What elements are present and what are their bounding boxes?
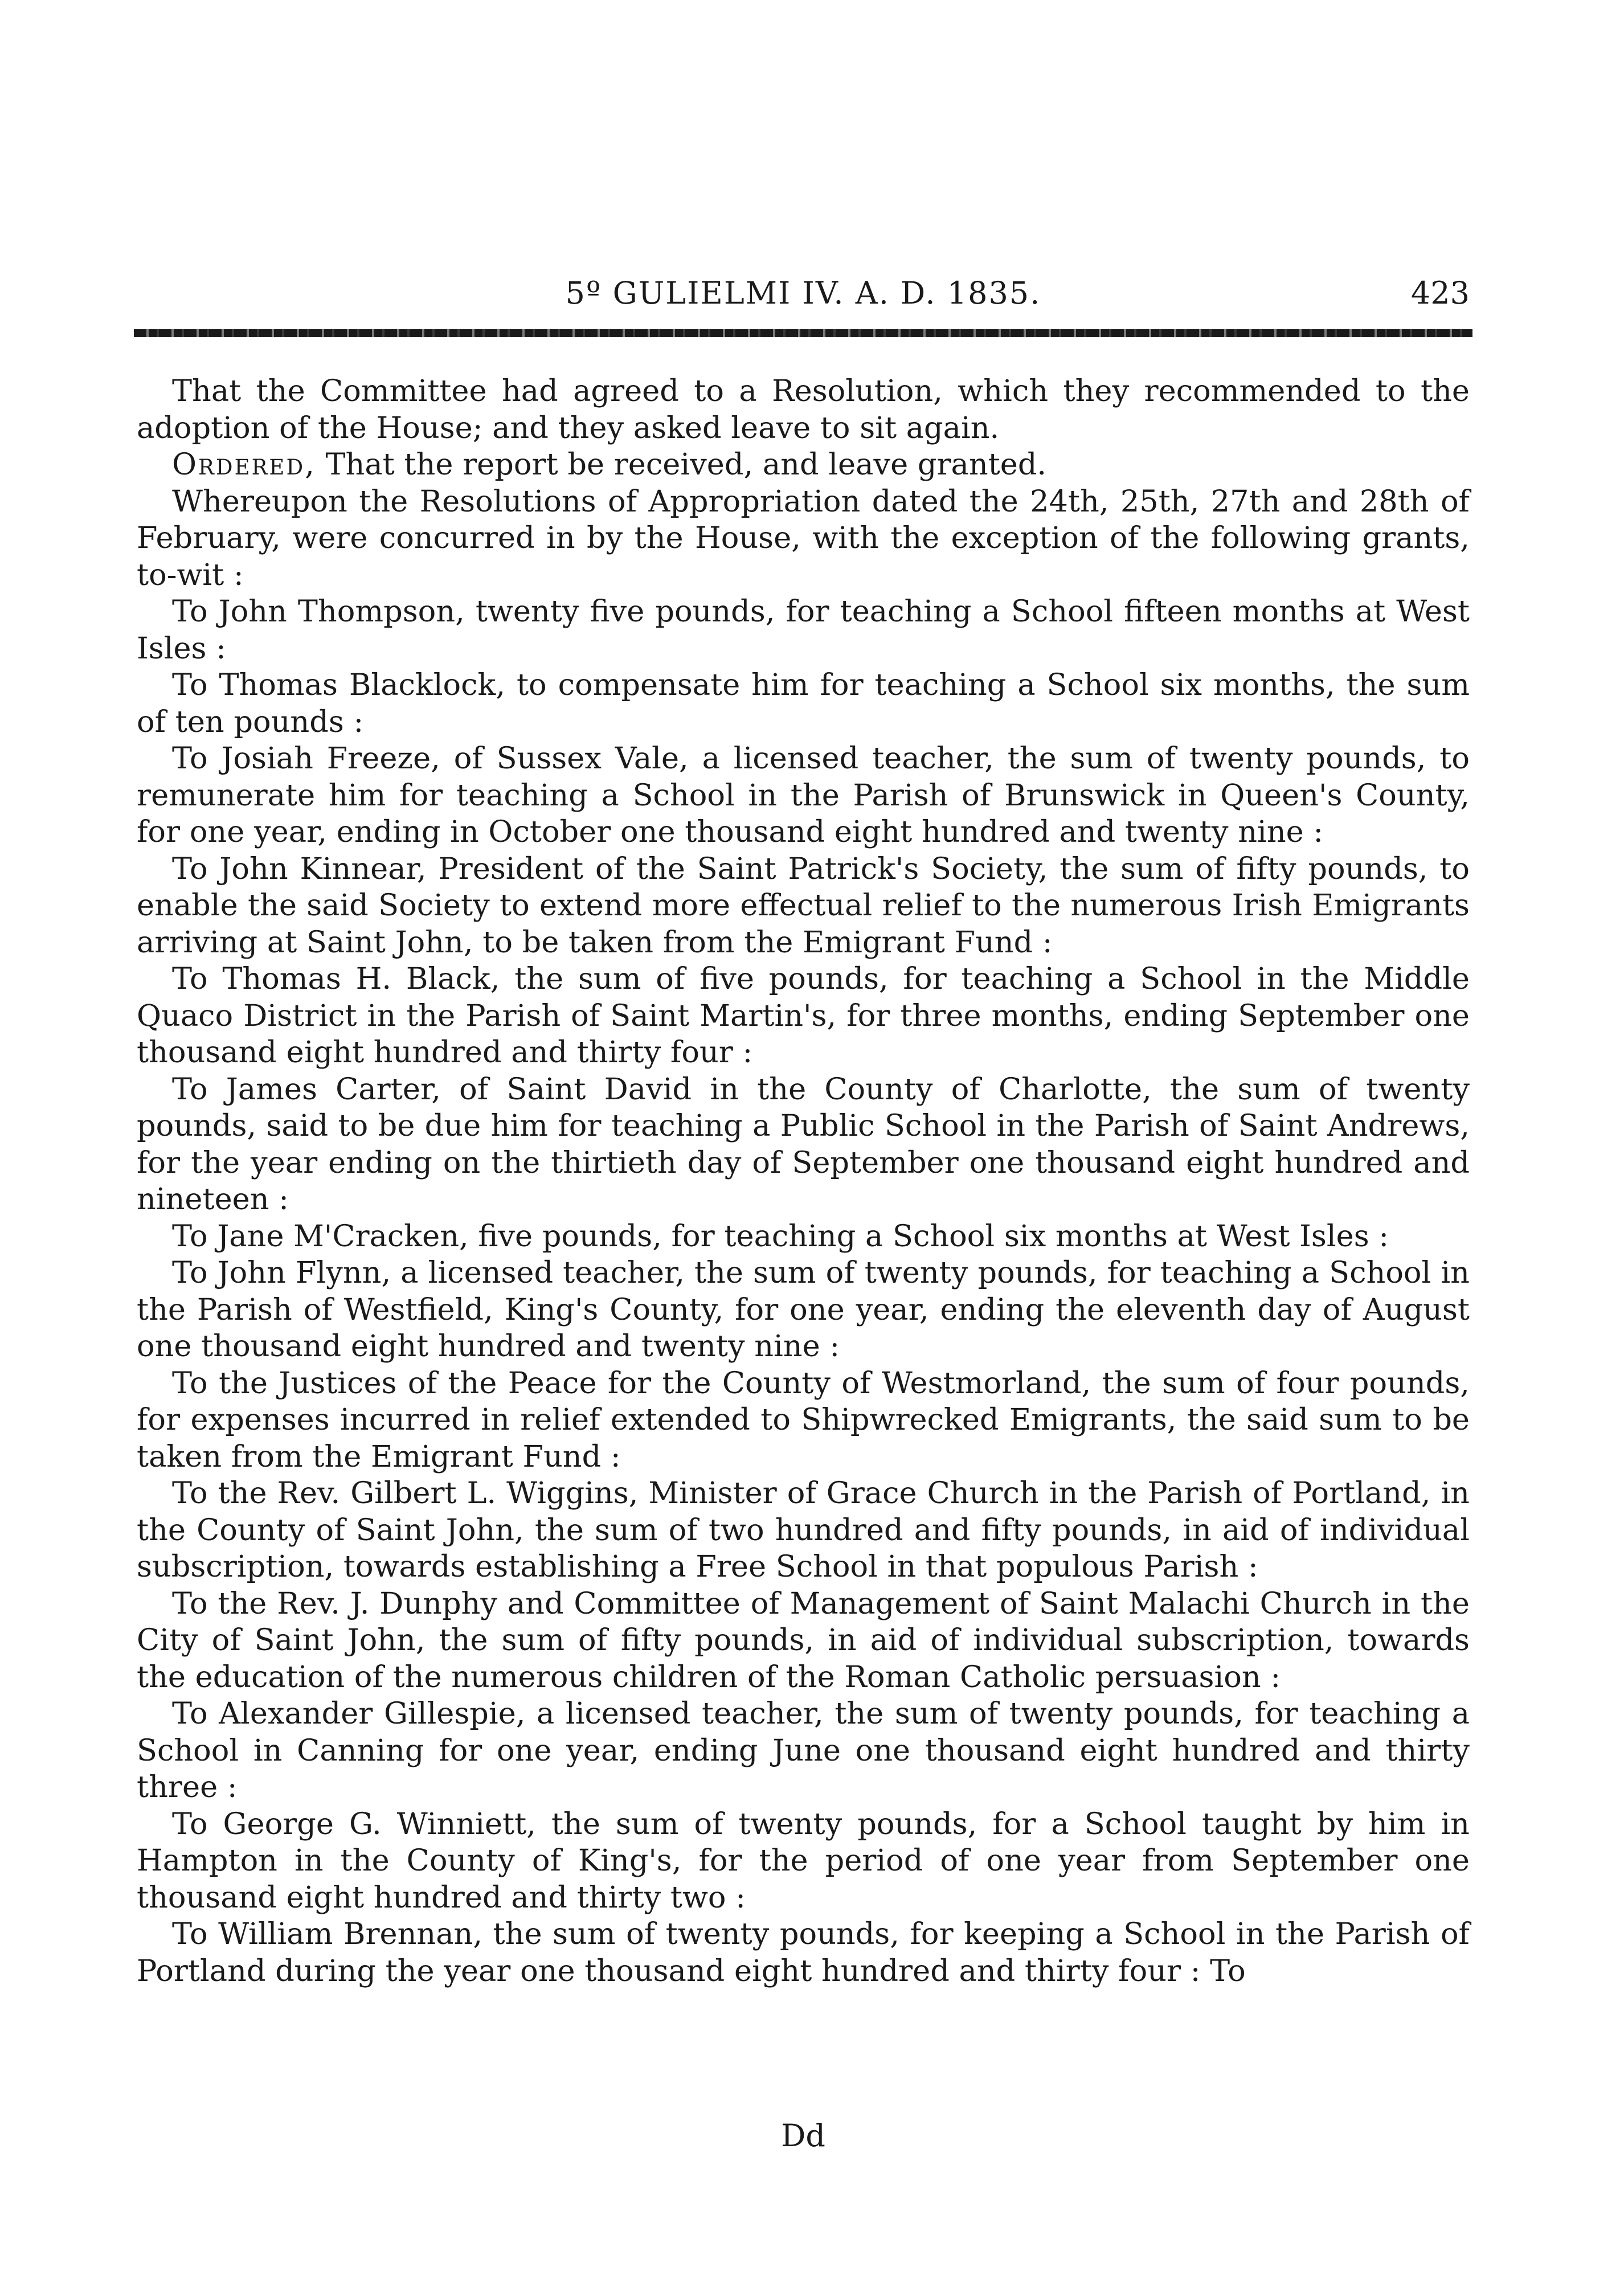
page-header bbox=[137, 268, 1470, 319]
paragraph: To Josiah Freeze, of Sussex Vale, a licensed teacher, the sum of twenty pounds, to remunerate him for teaching a School in the Parish of Brunswick in Queen's County, for one year, ending in October one thousand eight hundred and twenty nine : bbox=[137, 741, 1470, 849]
paragraph: To the Rev. J. Dunphy and Committee of Management of Saint Malachi Church in the City of Saint John, the sum of fifty pounds, in aid of individual subscription, towards the education of the numerous children of the Roman Catholic persuasion : bbox=[137, 1586, 1470, 1695]
page-number: 423 bbox=[1410, 275, 1470, 311]
body-text bbox=[137, 373, 1470, 1990]
paragraph: To the Justices of the Peace for the County of Westmorland, the sum of four pounds, for expenses incurred in relief extended to Shipwrecked Emigrants, the said sum to be taken from the Emigrant Fund : bbox=[137, 1365, 1470, 1474]
header-rule bbox=[134, 329, 1472, 337]
page-footer bbox=[137, 2113, 1470, 2159]
running-title: 5º GULIELMI IV. A. D. 1835. bbox=[565, 275, 1041, 311]
paragraph: To George G. Winniett, the sum of twenty pounds, for a School taught by him in Hampton in the County of King's, for the period of one year from September one thousand eight hundred and thirty two : bbox=[137, 1806, 1470, 1915]
paragraph: To Jane M'Cracken, five pounds, for teaching a School six months at West Isles : bbox=[172, 1218, 1389, 1254]
paragraph: That the Committee had agreed to a Resolution, which they recommended to the adoption of the House; and they asked leave to sit again. bbox=[137, 374, 1470, 445]
ordered-text: That the report be received, and leave granted. bbox=[325, 447, 1047, 482]
paragraph: To William Brennan, the sum of twenty pounds, for keeping a School in the Parish of Portland during the year one thousand eight hundred and thirty four : To bbox=[137, 1917, 1470, 1988]
paragraph: To Alexander Gillespie, a licensed teacher, the sum of twenty pounds, for teaching a School in Canning for one year, ending June one thousand eight hundred and thirty three : bbox=[137, 1696, 1470, 1804]
paragraph: To John Flynn, a licensed teacher, the sum of twenty pounds, for teaching a School in the Parish of Westfield, King's County, for one year, ending the eleventh day of August one thousand eight hundred and twenty nine : bbox=[137, 1255, 1470, 1364]
paragraph: To John Thompson, twenty five pounds, for teaching a School fifteen months at West Isles : bbox=[137, 594, 1470, 666]
signature-mark: Dd bbox=[781, 2118, 825, 2154]
ordered-paragraph bbox=[137, 447, 1470, 484]
paragraph: To the Rev. Gilbert L. Wiggins, Minister of Grace Church in the Parish of Portland, in the County of Saint John, the sum of two hundred and fifty pounds, in aid of individual subscription, towards establishing a Free School in that populous Parish : bbox=[137, 1476, 1470, 1584]
ordered-label: Ordered, bbox=[172, 447, 316, 482]
paragraph: To John Kinnear, President of the Saint Patrick's Society, the sum of fifty pounds, to enable the said Society to extend more effectual relief to the numerous Irish Emigrants arriving at Saint John, to be taken from the Emigrant Fund : bbox=[137, 851, 1470, 960]
paragraph: To James Carter, of Saint David in the County of Charlotte, the sum of twenty pounds, said to be due him for teaching a Public School in the Parish of Saint Andrews, for the year ending on the thirtieth day of September one thousand eight hundred and nineteen : bbox=[137, 1071, 1470, 1217]
paragraph: To Thomas H. Black, the sum of five pounds, for teaching a School in the Middle Quaco District in the Parish of Saint Martin's, for three months, ending September one thousand eight hundred and thirty four : bbox=[137, 961, 1470, 1070]
paragraph: Whereupon the Resolutions of Appropriation dated the 24th, 25th, 27th and 28th of February, were concurred in by the House, with the exception of the following grants, to-wit : bbox=[137, 484, 1470, 592]
paragraph: To Thomas Blacklock, to compensate him for teaching a School six months, the sum of ten pounds : bbox=[137, 668, 1470, 739]
